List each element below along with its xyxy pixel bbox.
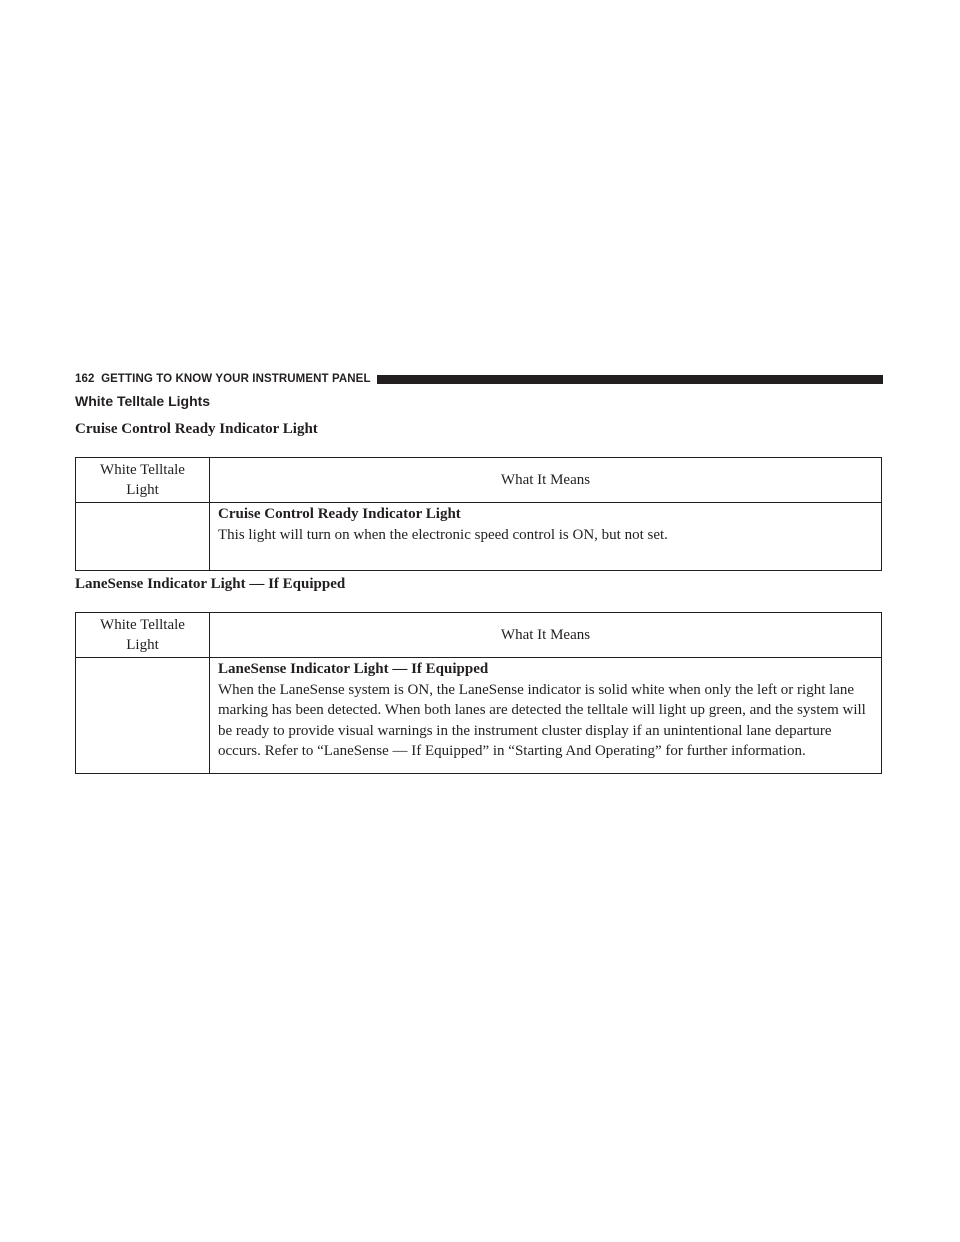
table-row (76, 503, 882, 571)
telltale-icon-cell (76, 503, 210, 571)
page-number: 162 (75, 373, 95, 385)
description-cell (210, 503, 882, 571)
cruise-control-table (75, 457, 882, 571)
page-header (75, 372, 883, 386)
column-header-means: What It Means (210, 613, 882, 658)
table-header-row (76, 458, 882, 503)
description-title: Cruise Control Ready Indicator Light (218, 506, 461, 522)
column-header-means: What It Means (210, 458, 882, 503)
header-rule (377, 375, 883, 384)
lanesense-table (75, 612, 882, 774)
cruise-control-subtitle: Cruise Control Ready Indicator Light (75, 421, 318, 437)
description-body: This light will turn on when the electronic speed control is ON, but not set. (218, 526, 668, 543)
column-header-light-line1: White Telltale (100, 461, 185, 478)
section-title: White Telltale Lights (75, 393, 211, 409)
column-header-light (76, 458, 210, 503)
description-cell (210, 658, 882, 774)
column-header-light-line1: White Telltale (100, 616, 185, 633)
column-header-light (76, 613, 210, 658)
description-body: When the LaneSense system is ON, the LaneSense indicator is solid white when only the left or right lane marking has been detected. When both lanes are detected the telltale will light up green, and the system will be ready to provide visual warnings in the instrument cluster display if an unintentional lane departure occurs. Refer to “LaneSense — If Equipped” in “Starting And Operating” for further information. (218, 681, 866, 759)
table-row (76, 658, 882, 774)
description-title: LaneSense Indicator Light — If Equipped (218, 661, 489, 677)
table-header-row (76, 613, 882, 658)
header-spacer (95, 373, 102, 385)
column-header-light-line2: Light (126, 482, 159, 498)
telltale-icon-cell (76, 658, 210, 774)
lanesense-subtitle: LaneSense Indicator Light — If Equipped (75, 576, 346, 592)
chapter-title: GETTING TO KNOW YOUR INSTRUMENT PANEL (101, 373, 371, 385)
column-header-light-line2: Light (126, 637, 159, 653)
